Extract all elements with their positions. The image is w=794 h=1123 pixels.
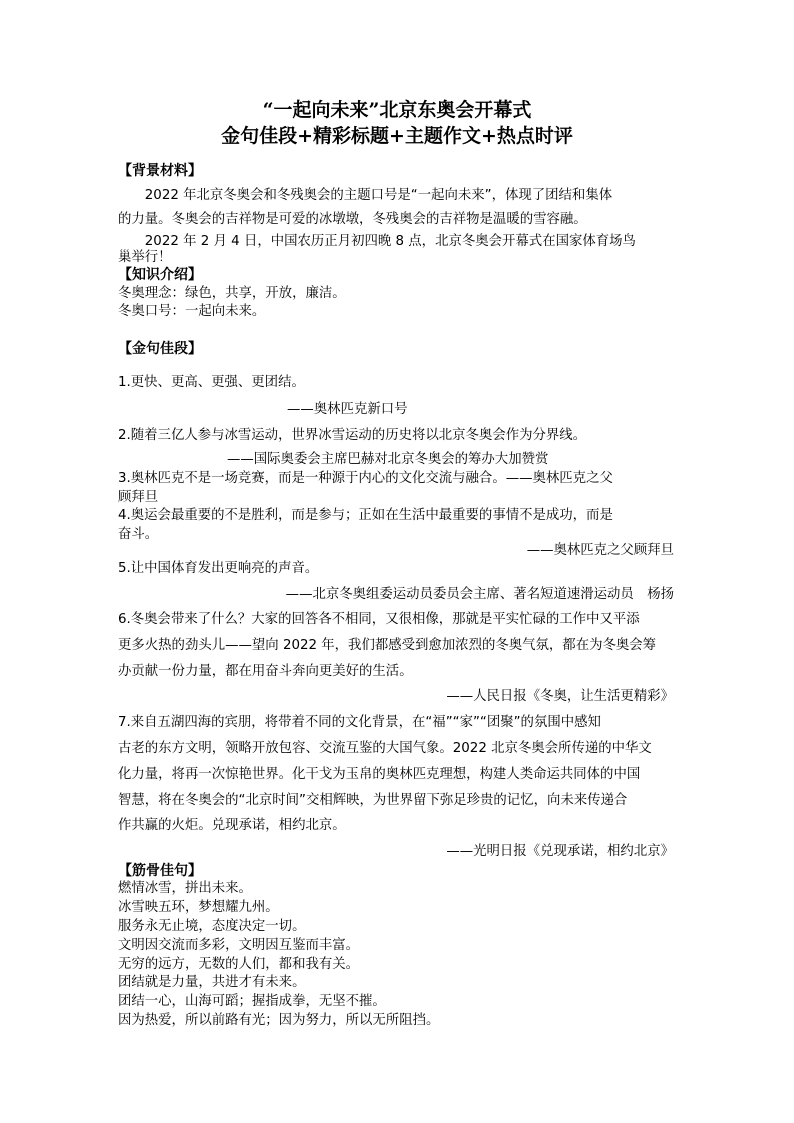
quote-6-source: ——人民日报《冬奥，让生活更精彩》 [446,689,674,704]
quote-7-line-1: 7.来自五湖四海的宾朋，将带着不同的文化背景，在“福”“家”“团聚”的氛围中感知 [118,715,601,730]
background-paragraph-2-line-2: 巢举行！ [118,250,172,265]
quote-7-source: ——光明日报《兑现承诺，相约北京》 [446,844,674,859]
sentence-item: 文明因交流而多彩，文明因互鉴而丰富。 [118,938,360,953]
quote-1: 1.更快、更高、更强、更团结。 [118,375,305,390]
sentence-item: 团结一心，山海可蹈；握指成拳，无坚不摧。 [118,994,386,1009]
sentence-item: 无穷的远方，无数的人们，都和我有关。 [118,957,360,972]
quote-5-source: ——北京冬奥组委运动员委员会主席、著名短道速滑运动员 杨扬 [285,587,674,602]
knowledge-slogan: 冬奥口号：一起向未来。 [118,304,266,319]
quote-6-line-2: 更多火热的劲头儿——望向 2022 年，我们都感受到愈加浓烈的冬奥气氛，都在为冬奥会筹 [118,638,657,653]
quote-4-line-2: 奋斗。 [118,527,159,542]
sentence-item: 燃情冰雪，拼出未来。 [118,881,252,896]
background-paragraph-1-line-2: 的力量。冬奥会的吉祥物是可爱的冰墩墩，冬残奥会的吉祥物是温暖的雪容融。 [118,212,587,227]
quote-6-line-1: 6.冬奥会带来了什么？大家的回答各不相同，又很相像，那就是平实忙碌的工作中又平添 [118,612,640,627]
sentence-item: 冰雪映五环，梦想耀九州。 [118,900,279,915]
knowledge-concept: 冬奥理念：绿色，共享，开放，廉洁。 [118,286,346,301]
quote-4-line-1: 4.奥运会最重要的不是胜利，而是参与；正如在生活中最重要的事情不是成功，而是 [118,508,613,523]
sentences-heading: 【筋骨佳句】 [118,863,202,879]
quote-1-source: ——奥林匹克新口号 [287,402,408,417]
quote-3-line-1: 3.奥林匹克不是一场竞赛，而是一种源于内心的文化交流与融合。——奥林匹克之父 [118,471,613,486]
quote-7-line-5: 作共赢的火炬。兑现承诺，相约北京。 [118,818,346,833]
quote-2: 2.随着三亿人参与冰雪运动，世界冰雪运动的历史将以北京冬奥会作为分界线。 [118,428,587,443]
sentence-item: 团结就是力量，共进才有未来。 [118,975,306,990]
quote-7-line-4: 智慧，将在冬奥会的“北京时间”交相辉映，为世界留下弥足珍贵的记忆，向未来传递合 [118,793,628,808]
title-line-1: “一起向未来”北京东奥会开幕式 [262,99,532,121]
quote-5: 5.让中国体育发出更响亮的声音。 [118,561,319,576]
title-line-2: 金句佳段+精彩标题+主题作文+热点时评 [221,125,573,147]
quote-3-line-2: 顾拜旦 [118,490,159,505]
background-paragraph-1-line-1: 2022 年北京冬奥会和冬残奥会的主题口号是“一起向未来”，体现了团结和集体 [118,188,613,203]
quote-2-source: ——国际奥委会主席巴赫对北京冬奥会的筹办大加赞赏 [227,452,549,467]
quote-6-line-3: 办贡献一份力量，都在用奋斗奔向更美好的生活。 [118,664,413,679]
background-paragraph-2-line-1: 2022 年 2 月 4 日，中国农历正月初四晚 8 点，北京冬奥会开幕式在国家体育场鸟 [118,234,636,249]
golden-heading: 【金句佳段】 [118,341,202,357]
quote-4-source: ——奥林匹克之父顾拜旦 [526,543,674,558]
sentence-item: 服务永无止境，态度决定一切。 [118,919,306,934]
quote-7-line-2: 古老的东方文明，领略开放包容、交流互鉴的大国气象。2022 北京冬奥会所传递的中华文 [118,741,652,756]
sentence-item: 因为热爱，所以前路有光；因为努力，所以无所阻挡。 [118,1013,440,1028]
background-heading: 【背景材料】 [118,163,202,179]
knowledge-heading: 【知识介绍】 [118,267,202,283]
quote-7-line-3: 化力量，将再一次惊艳世界。化干戈为玉帛的奥林匹克理想，构建人类命运共同体的中国 [118,767,641,782]
